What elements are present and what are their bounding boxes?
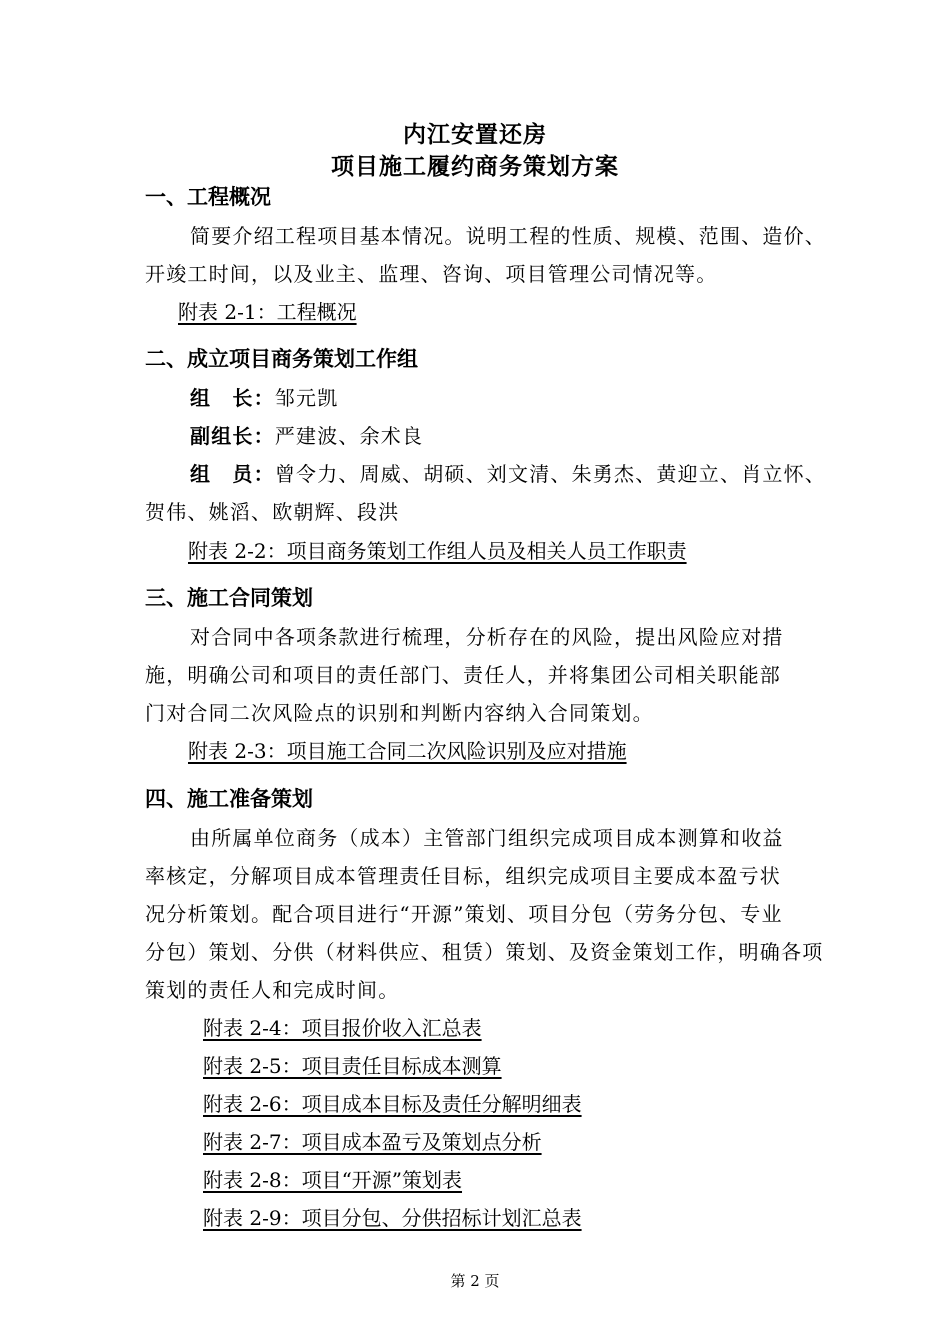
paragraph-line: 门对合同二次风险点的识别和判断内容纳入合同策划。 [145, 701, 654, 725]
appendix-link-2-3[interactable]: 附表 2-3：项目施工合同二次风险识别及应对措施 [188, 739, 627, 763]
paragraph-line: 况分析策划。配合项目进行“开源”策划、项目分包（劳务分包、专业 [145, 902, 783, 926]
appendix-link-2-7[interactable]: 附表 2-7：项目成本盈亏及策划点分析 [203, 1130, 542, 1154]
document-title-line2: 项目施工履约商务策划方案 [331, 153, 619, 180]
paragraph-line: 对合同中各项条款进行梳理，分析存在的风险，提出风险应对措 [190, 625, 784, 649]
appendix-link-2-4[interactable]: 附表 2-4：项目报价收入汇总表 [203, 1016, 482, 1040]
team-leader-row [190, 382, 338, 411]
team-members-continued: 贺伟、姚滔、欧朝辉、段洪 [145, 500, 400, 524]
appendix-link-2-1[interactable]: 附表 2-1：工程概况 [178, 300, 357, 324]
team-members-row [190, 458, 826, 487]
team-members-label: 组 员： [190, 462, 275, 486]
appendix-link-2-8[interactable]: 附表 2-8：项目“开源”策划表 [203, 1168, 463, 1192]
page-number: 第 2 页 [450, 1272, 500, 1290]
team-deputy-label: 副组长： [190, 424, 275, 448]
section-heading-3: 三、施工合同策划 [145, 586, 313, 610]
appendix-link-2-5[interactable]: 附表 2-5：项目责任目标成本测算 [203, 1054, 502, 1078]
document-title-line1: 内江安置还房 [403, 121, 547, 148]
appendix-link-2-2[interactable]: 附表 2-2：项目商务策划工作组人员及相关人员工作职责 [188, 539, 687, 563]
appendix-link-2-6[interactable]: 附表 2-6：项目成本目标及责任分解明细表 [203, 1092, 582, 1116]
team-deputy-names: 严建波、余术良 [274, 424, 424, 448]
section-heading-2: 二、成立项目商务策划工作组 [145, 347, 418, 371]
paragraph-line: 率核定，分解项目成本管理责任目标，组织完成项目主要成本盈亏状 [145, 864, 781, 888]
appendix-link-2-9[interactable]: 附表 2-9：项目分包、分供招标计划汇总表 [203, 1206, 582, 1230]
team-leader-label: 组 长： [190, 386, 275, 410]
paragraph-line: 策划的责任人和完成时间。 [145, 978, 400, 1002]
paragraph-line: 由所属单位商务（成本）主管部门组织完成项目成本测算和收益 [190, 826, 784, 850]
section-heading-4: 四、施工准备策划 [145, 787, 313, 811]
paragraph-line: 开竣工时间，以及业主、监理、咨询、项目管理公司情况等。 [145, 262, 718, 286]
paragraph-line: 施，明确公司和项目的责任部门、责任人，并将集团公司相关职能部 [145, 663, 781, 687]
paragraph-line: 简要介绍工程项目基本情况。说明工程的性质、规模、范围、造价、 [190, 224, 826, 248]
team-leader-name: 邹元凯 [274, 386, 339, 410]
paragraph-line: 分包）策划、分供（材料供应、租赁）策划、及资金策划工作，明确各项 [145, 940, 824, 964]
team-deputy-row [190, 420, 423, 449]
section-heading-1: 一、工程概况 [145, 185, 271, 209]
team-members-names: 曾令力、周威、胡硕、刘文清、朱勇杰、黄迎立、肖立怀、 [274, 462, 827, 486]
